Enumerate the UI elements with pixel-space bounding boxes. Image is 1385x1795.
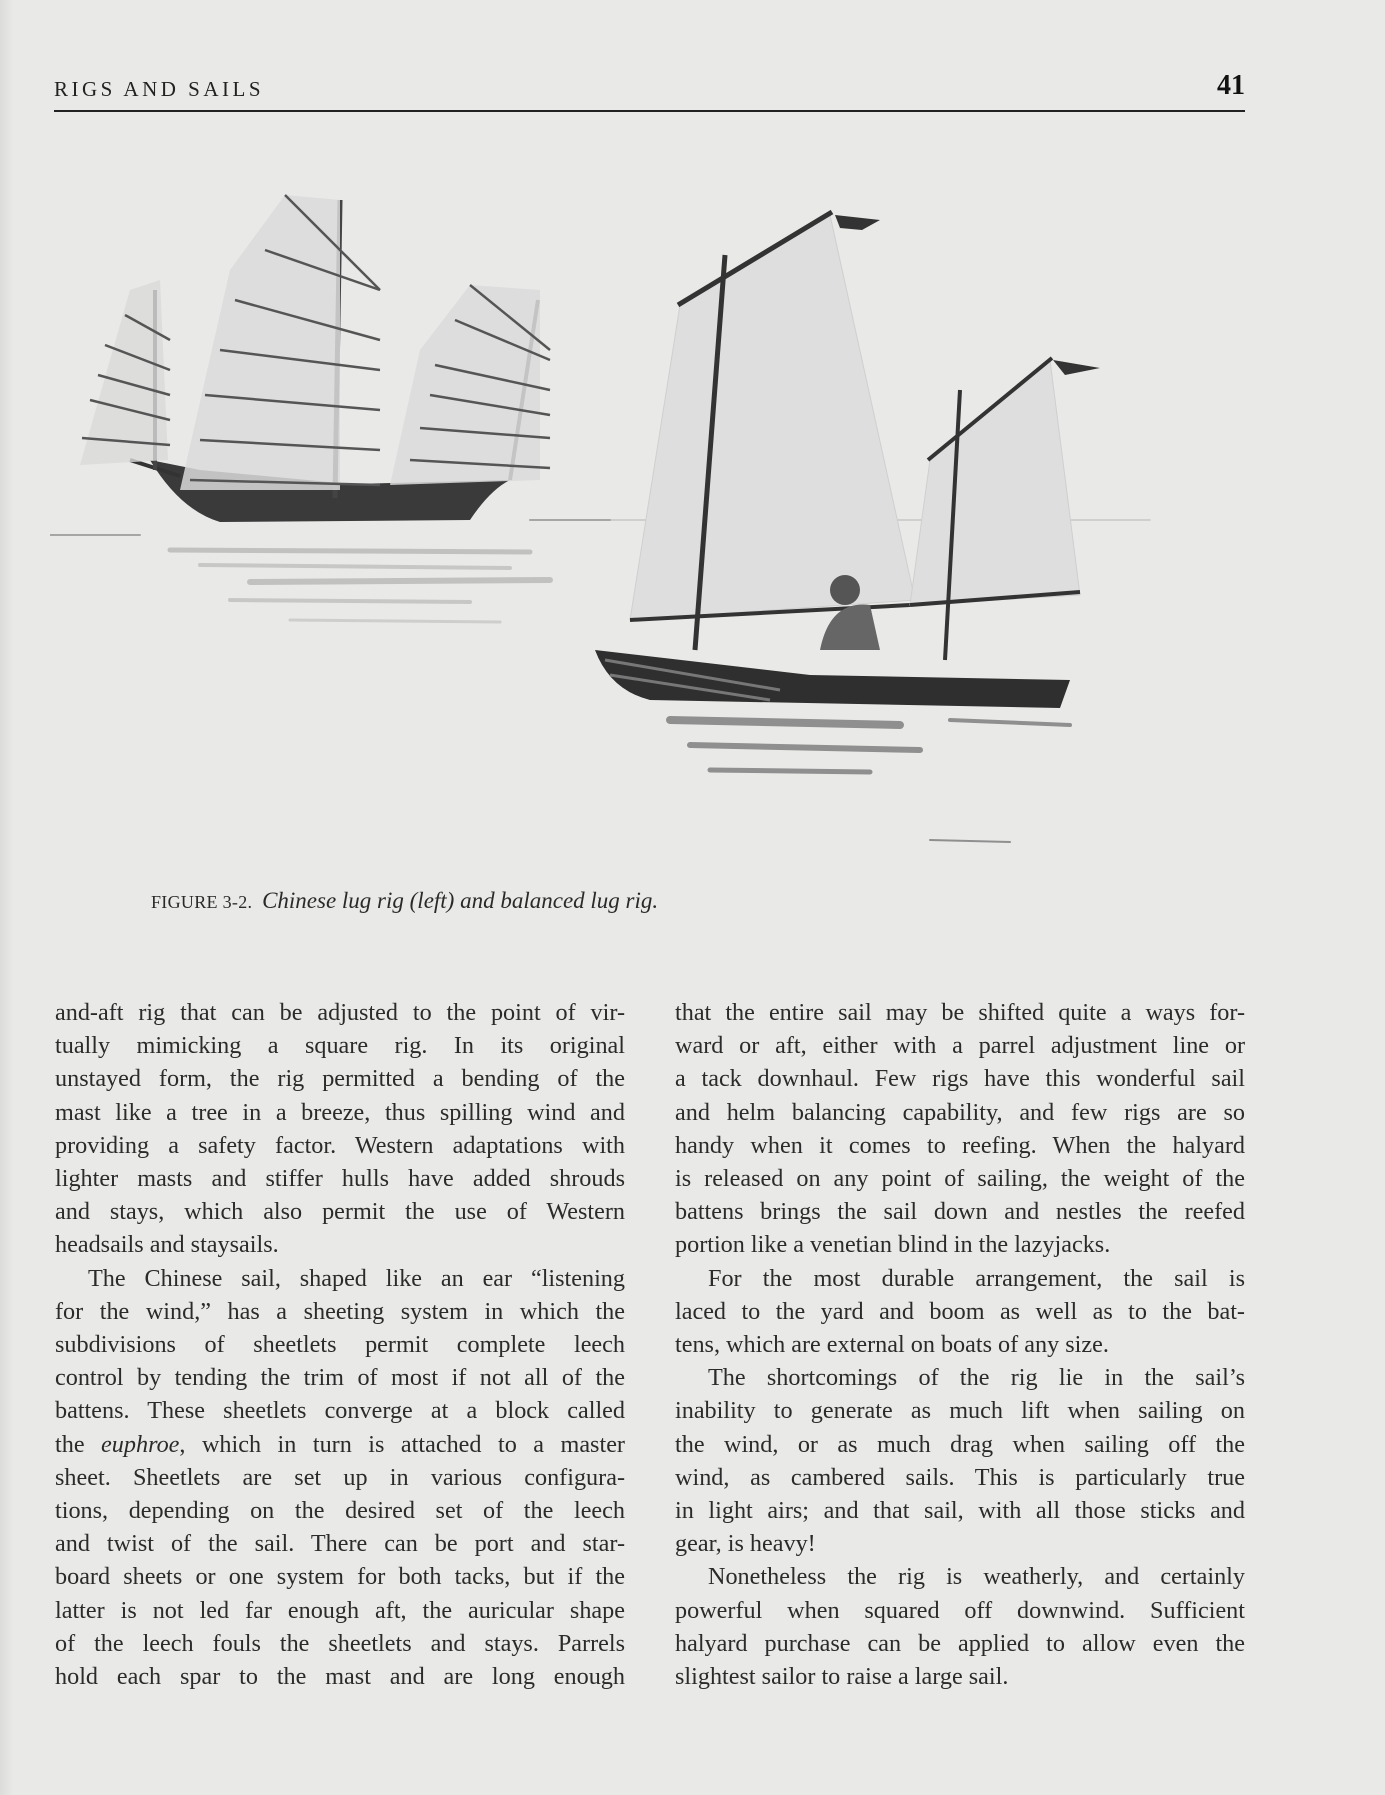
junk-boat xyxy=(80,195,550,522)
paragraph xyxy=(675,1361,1245,1560)
text-line: laced to the yard and boom as well as to the bat- xyxy=(675,1297,1245,1325)
text-run: the xyxy=(55,1430,102,1458)
text-line: portion like a venetian blind in the lazyjacks. xyxy=(675,1231,1111,1259)
page-number: 41 xyxy=(1217,70,1245,101)
text-line: and helm balancing capability, and few rigs are so xyxy=(675,1098,1245,1126)
text-run: , which in turn is attached to a master xyxy=(179,1430,625,1458)
text-line: and twist of the sail. There can be port and star- xyxy=(55,1530,625,1558)
text-line: and stays, which also permit the use of Western xyxy=(55,1198,625,1226)
text-line: subdivisions of sheetlets permit complete leech xyxy=(55,1331,625,1359)
paragraph xyxy=(55,996,625,1262)
figure-caption-text: Chinese lug rig (left) and balanced lug rig. xyxy=(262,888,659,913)
italic-term: euphroe xyxy=(101,1430,180,1458)
paragraph xyxy=(675,1262,1245,1362)
text-line: unstayed form, the rig permitted a bending of the xyxy=(55,1065,625,1093)
paragraph xyxy=(675,996,1245,1262)
text-line: ward or aft, either with a parrel adjustment line or xyxy=(675,1032,1245,1060)
left-column xyxy=(55,996,625,1693)
text-line: of the leech fouls the sheetlets and stays. Parrels xyxy=(55,1629,625,1657)
figure-illustration xyxy=(50,180,1250,880)
text-line: battens. These sheetlets converge at a block called xyxy=(55,1397,625,1425)
section-title: RIGS AND SAILS xyxy=(54,77,265,101)
text-line: that the entire sail may be shifted quite a ways for- xyxy=(675,999,1245,1026)
text-line: gear, is heavy! xyxy=(675,1530,816,1558)
figure-label: FIGURE 3-2. xyxy=(151,892,253,912)
page-edge-shadow xyxy=(0,0,14,1795)
text-line: headsails and staysails. xyxy=(55,1231,279,1259)
text-line: latter is not led far enough aft, the auricular shape xyxy=(55,1596,625,1624)
text-line: tually mimicking a square rig. In its original xyxy=(55,1032,625,1060)
text-line: and-aft rig that can be adjusted to the point of vir- xyxy=(55,999,625,1026)
text-line: halyard purchase can be applied to allow even the xyxy=(675,1629,1245,1657)
sailboats-illustration xyxy=(50,180,1250,880)
running-head xyxy=(54,72,1245,112)
text-line: wind, as cambered sails. This is particularly true xyxy=(675,1463,1245,1491)
text-line: for the wind,” has a sheeting system in which the xyxy=(55,1297,625,1325)
text-line: control by tending the trim of most if not all of the xyxy=(55,1364,625,1392)
text-line: For the most durable arrangement, the sail is xyxy=(708,1264,1245,1292)
text-line xyxy=(55,1428,625,1461)
text-line: mast like a tree in a breeze, thus spilling wind and xyxy=(55,1098,625,1126)
text-line: battens brings the sail down and nestles the reefed xyxy=(675,1198,1245,1226)
text-line: powerful when squared off downwind. Sufficient xyxy=(675,1596,1245,1624)
text-line: handy when it comes to reefing. When the halyard xyxy=(675,1131,1245,1159)
text-line: is released on any point of sailing, the weight of the xyxy=(675,1165,1245,1193)
paragraph xyxy=(675,1560,1245,1693)
text-line: hold each spar to the mast and are long enough xyxy=(55,1663,625,1691)
text-line: providing a safety factor. Western adaptations with xyxy=(55,1131,625,1159)
text-line: lighter masts and stiffer hulls have added shrouds xyxy=(55,1165,625,1193)
balanced-lug-boat xyxy=(595,212,1100,842)
text-line: a tack downhaul. Few rigs have this wonderful sail xyxy=(675,1065,1245,1093)
text-line: the wind, or as much drag when sailing off the xyxy=(675,1430,1245,1458)
text-line: in light airs; and that sail, with all those sticks and xyxy=(675,1497,1245,1525)
text-line: Nonetheless the rig is weatherly, and certainly xyxy=(708,1563,1245,1591)
figure-caption xyxy=(151,888,658,914)
text-line: board sheets or one system for both tacks, but if the xyxy=(55,1563,625,1591)
text-line: sheet. Sheetlets are set up in various configura- xyxy=(55,1463,625,1491)
text-line: The shortcomings of the rig lie in the sail’s xyxy=(708,1364,1245,1392)
right-column xyxy=(675,996,1245,1693)
text-line: slightest sailor to raise a large sail. xyxy=(675,1663,1009,1691)
text-line: inability to generate as much lift when sailing on xyxy=(675,1397,1245,1425)
text-line: tions, depending on the desired set of the leech xyxy=(55,1497,625,1525)
text-line: The Chinese sail, shaped like an ear “listening xyxy=(88,1264,625,1292)
text-line: tens, which are external on boats of any size. xyxy=(675,1331,1109,1359)
paragraph xyxy=(55,1262,625,1694)
